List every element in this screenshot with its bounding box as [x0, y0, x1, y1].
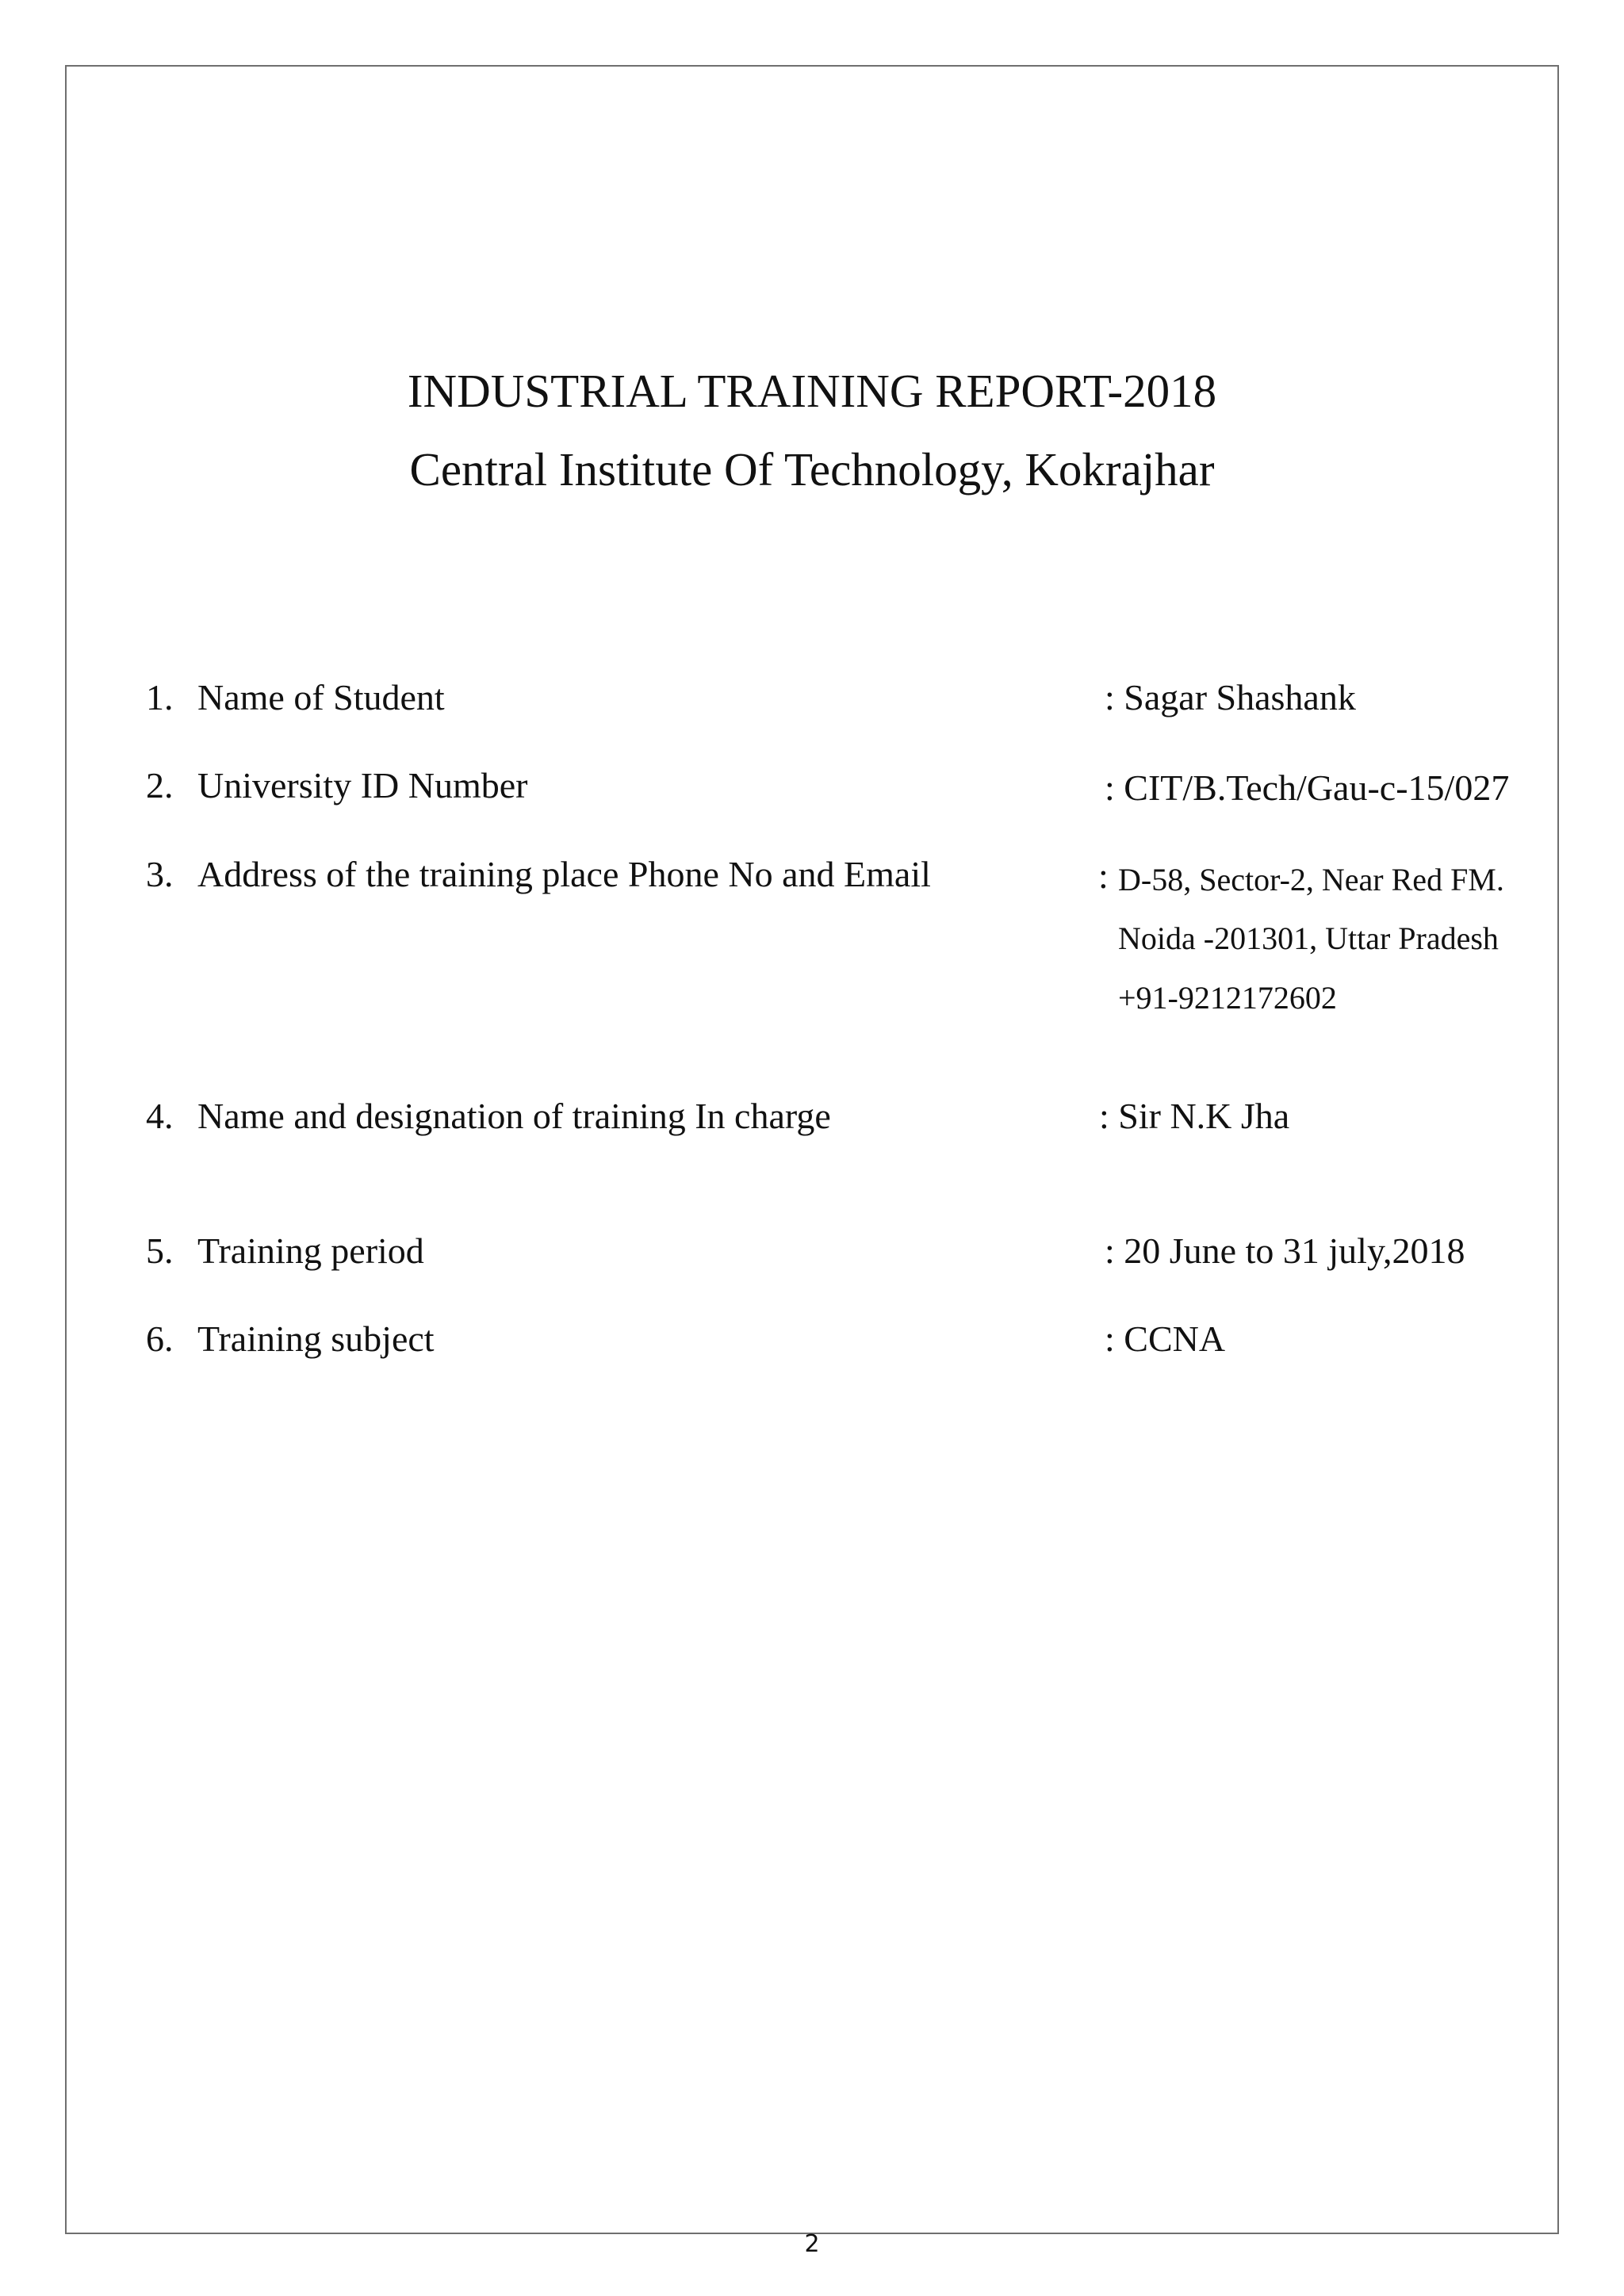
item-label: Address of the training place Phone No and Email — [197, 854, 931, 894]
page-number: 2 — [804, 2230, 820, 2258]
item-value-colon: : — [1098, 855, 1109, 896]
item-label: Training subject — [197, 1318, 435, 1359]
item-value: : 20 June to 31 july,2018 — [1105, 1230, 1465, 1271]
item-label: Name of Student — [197, 677, 445, 718]
item-number: 1. — [146, 677, 174, 718]
item-label: Training period — [197, 1230, 424, 1271]
item-value: : Sagar Shashank — [1105, 677, 1356, 718]
item-number: 2. — [146, 765, 174, 806]
address-line: D-58, Sector-2, Near Red FM. — [1118, 862, 1504, 897]
institute-name: Central Institute Of Technology, Kokrajhar — [409, 443, 1215, 496]
item-number: 3. — [146, 854, 174, 894]
item-number: 5. — [146, 1230, 174, 1271]
item-value: : CCNA — [1105, 1318, 1226, 1359]
item-number: 4. — [146, 1096, 174, 1136]
item-number: 6. — [146, 1318, 174, 1359]
address-line: Noida -201301, Uttar Pradesh — [1118, 920, 1499, 956]
item-label: University ID Number — [197, 765, 528, 806]
item-value: : Sir N.K Jha — [1099, 1096, 1290, 1136]
item-value: : CIT/B.Tech/Gau-c-15/027 — [1105, 767, 1510, 808]
phone-number: +91-9212172602 — [1118, 980, 1337, 1016]
report-title: INDUSTRIAL TRAINING REPORT-2018 — [407, 365, 1217, 417]
item-label: Name and designation of training In charge — [197, 1096, 831, 1136]
